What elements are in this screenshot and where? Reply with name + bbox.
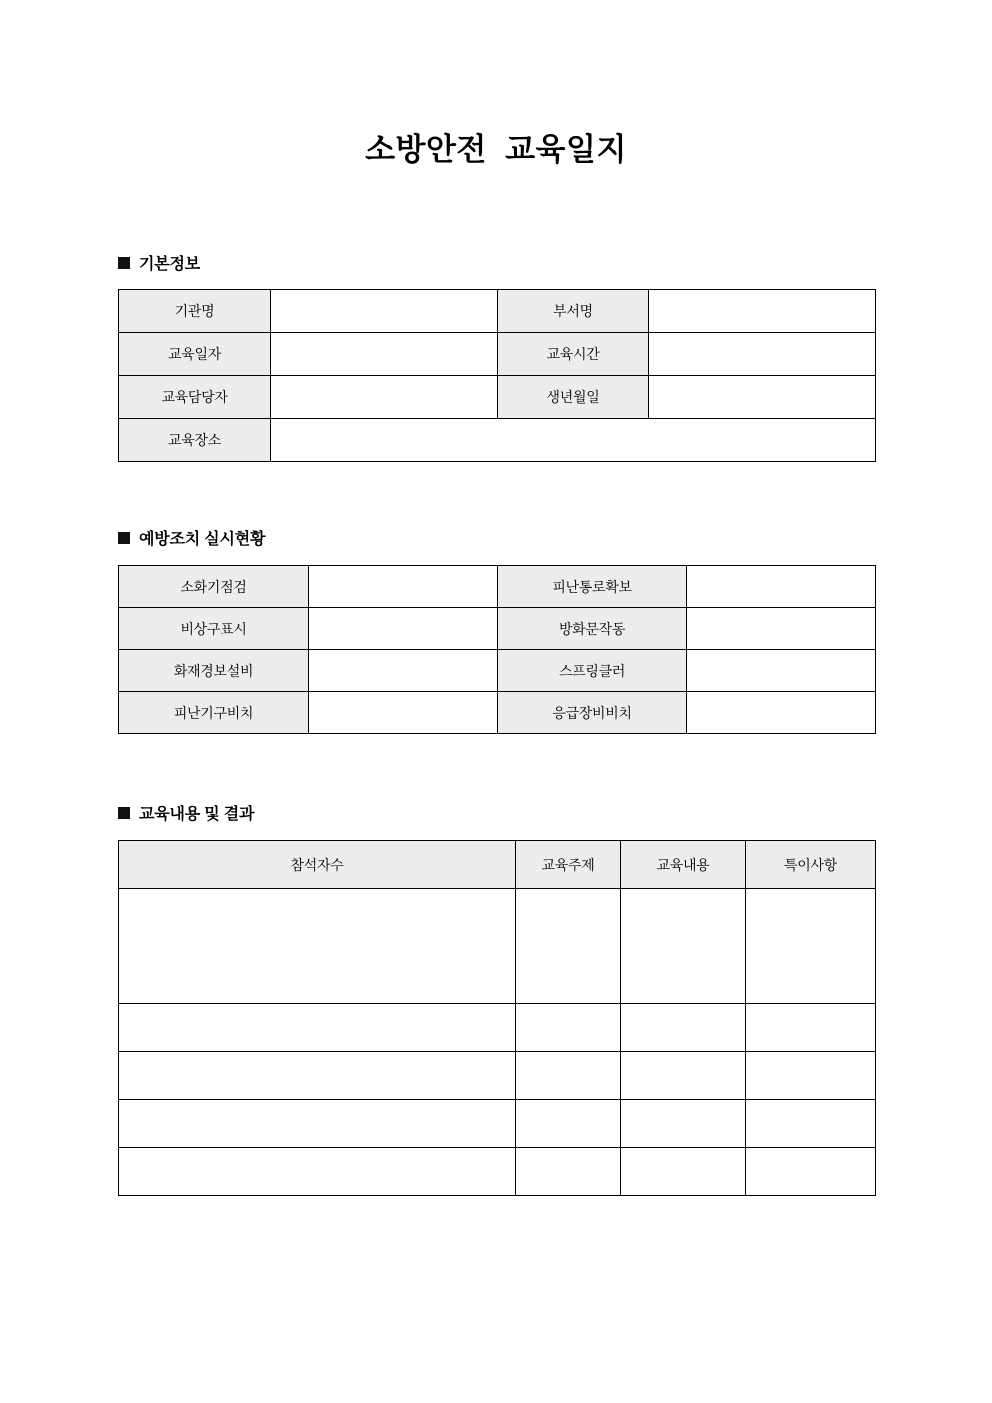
- section-header-basic-info: [118, 251, 200, 274]
- table-row: [119, 692, 876, 734]
- cell-attendees[interactable]: [119, 1004, 516, 1052]
- cell-content[interactable]: [621, 889, 746, 1004]
- cell-content[interactable]: [621, 1004, 746, 1052]
- check-value-extinguisher-inspection[interactable]: [309, 566, 498, 608]
- section-header-basic-info-label: 기본정보: [139, 256, 201, 273]
- table-row: [119, 290, 876, 333]
- table-row: [119, 889, 876, 1004]
- cell-remarks[interactable]: [746, 889, 876, 1004]
- cell-remarks[interactable]: [746, 1052, 876, 1100]
- field-value-education-place[interactable]: [271, 419, 876, 462]
- prevention-status-table: [118, 565, 876, 734]
- column-header-remarks: 특이사항: [746, 841, 876, 889]
- cell-topic[interactable]: [516, 1148, 621, 1196]
- section-header-prevention: [118, 526, 265, 549]
- cell-attendees[interactable]: [119, 1148, 516, 1196]
- section-header-education-result-label: 교육내용 및 결과: [139, 806, 255, 823]
- field-value-birthdate[interactable]: [649, 376, 876, 419]
- section-header-prevention-label: 예방조치 실시현황: [139, 531, 266, 548]
- field-value-organization[interactable]: [271, 290, 498, 333]
- cell-remarks[interactable]: [746, 1004, 876, 1052]
- field-label-department: 부서명: [498, 290, 649, 333]
- check-value-fire-door[interactable]: [687, 608, 876, 650]
- table-row: [119, 376, 876, 419]
- basic-info-table: [118, 289, 876, 462]
- field-label-birthdate: 생년월일: [498, 376, 649, 419]
- check-value-emergency-equipment[interactable]: [687, 692, 876, 734]
- check-value-sprinkler[interactable]: [687, 650, 876, 692]
- field-label-education-date: 교육일자: [119, 333, 271, 376]
- cell-remarks[interactable]: [746, 1148, 876, 1196]
- table-row: [119, 1052, 876, 1100]
- table-row: [119, 608, 876, 650]
- square-bullet-icon: [118, 807, 130, 819]
- check-value-exit-sign[interactable]: [309, 608, 498, 650]
- square-bullet-icon: [118, 257, 130, 269]
- check-label-exit-sign: 비상구표시: [119, 608, 309, 650]
- cell-attendees[interactable]: [119, 889, 516, 1004]
- column-header-attendees: 참석자수: [119, 841, 516, 889]
- table-row: [119, 333, 876, 376]
- field-label-organization: 기관명: [119, 290, 271, 333]
- column-header-topic: 교육주제: [516, 841, 621, 889]
- check-label-evacuation-route: 피난통로확보: [498, 566, 687, 608]
- square-bullet-icon: [118, 532, 130, 544]
- check-label-emergency-equipment: 응급장비비치: [498, 692, 687, 734]
- field-label-education-manager: 교육담당자: [119, 376, 271, 419]
- table-row: [119, 419, 876, 462]
- table-row: [119, 1100, 876, 1148]
- check-label-evacuation-equipment: 피난기구비치: [119, 692, 309, 734]
- cell-content[interactable]: [621, 1100, 746, 1148]
- field-value-education-time[interactable]: [649, 333, 876, 376]
- check-label-extinguisher-inspection: 소화기점검: [119, 566, 309, 608]
- cell-topic[interactable]: [516, 1052, 621, 1100]
- field-label-education-time: 교육시간: [498, 333, 649, 376]
- page-title: 소방안전 교육일지: [365, 132, 627, 167]
- check-value-evacuation-equipment[interactable]: [309, 692, 498, 734]
- field-label-education-place: 교육장소: [119, 419, 271, 462]
- cell-content[interactable]: [621, 1052, 746, 1100]
- check-value-fire-alarm[interactable]: [309, 650, 498, 692]
- education-result-table: [118, 840, 876, 1196]
- cell-topic[interactable]: [516, 1100, 621, 1148]
- field-value-education-date[interactable]: [271, 333, 498, 376]
- table-row: [119, 650, 876, 692]
- field-value-education-manager[interactable]: [271, 376, 498, 419]
- table-header-row: [119, 841, 876, 889]
- cell-attendees[interactable]: [119, 1100, 516, 1148]
- table-row: [119, 1004, 876, 1052]
- check-label-fire-door: 방화문작동: [498, 608, 687, 650]
- cell-attendees[interactable]: [119, 1052, 516, 1100]
- table-row: [119, 566, 876, 608]
- cell-topic[interactable]: [516, 1004, 621, 1052]
- cell-remarks[interactable]: [746, 1100, 876, 1148]
- column-header-content: 교육내용: [621, 841, 746, 889]
- field-value-department[interactable]: [649, 290, 876, 333]
- check-label-fire-alarm: 화재경보설비: [119, 650, 309, 692]
- check-label-sprinkler: 스프링클러: [498, 650, 687, 692]
- cell-content[interactable]: [621, 1148, 746, 1196]
- check-value-evacuation-route[interactable]: [687, 566, 876, 608]
- cell-topic[interactable]: [516, 889, 621, 1004]
- table-row: [119, 1148, 876, 1196]
- section-header-education-result: [118, 801, 254, 824]
